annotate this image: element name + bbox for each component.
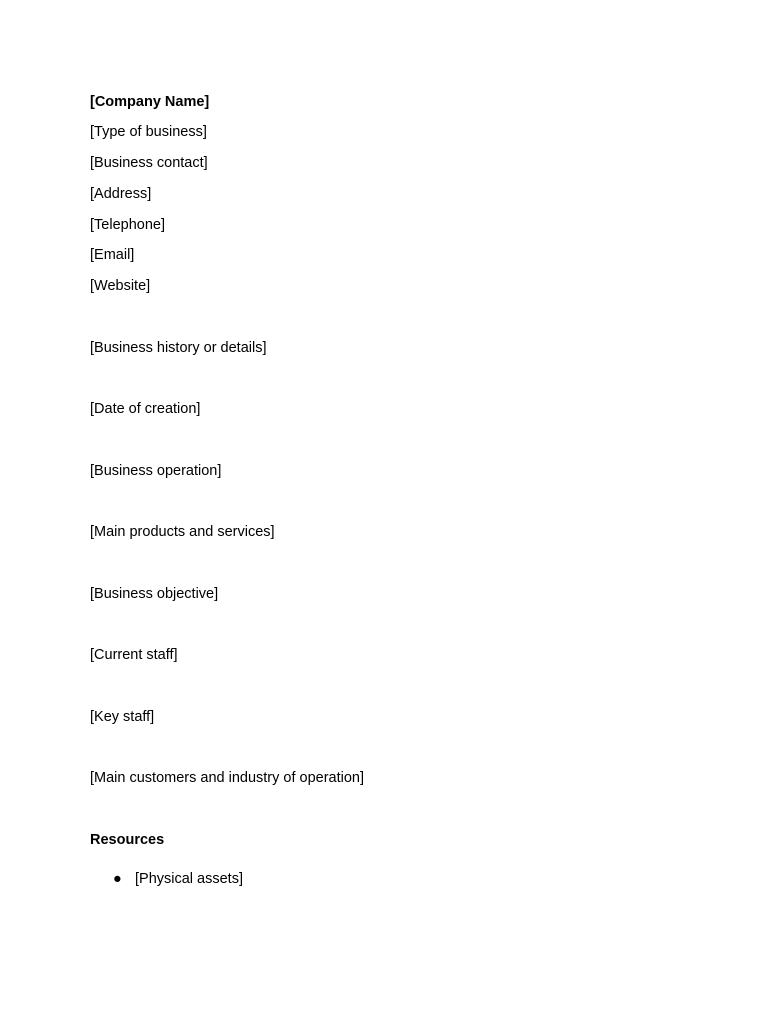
section-business-objective: [Business objective] xyxy=(90,586,219,602)
business-contact: [Business contact] xyxy=(90,155,208,171)
resources-list-item xyxy=(113,870,243,888)
section-main-customers: [Main customers and industry of operation] xyxy=(90,770,365,786)
bullet-icon: ● xyxy=(113,871,122,887)
resources-item-label: [Physical assets] xyxy=(135,871,243,887)
section-main-products: [Main products and services] xyxy=(90,524,275,540)
section-business-history: [Business history or details] xyxy=(90,340,267,356)
section-business-operation: [Business operation] xyxy=(90,463,222,479)
address: [Address] xyxy=(90,186,152,202)
section-key-staff: [Key staff] xyxy=(90,709,155,725)
company-name: [Company Name] xyxy=(90,94,210,110)
type-of-business: [Type of business] xyxy=(90,124,207,140)
resources-heading: Resources xyxy=(90,832,165,848)
website: [Website] xyxy=(90,278,151,294)
telephone: [Telephone] xyxy=(90,217,165,233)
section-current-staff: [Current staff] xyxy=(90,647,178,663)
section-date-of-creation: [Date of creation] xyxy=(90,401,201,417)
email: [Email] xyxy=(90,247,135,263)
